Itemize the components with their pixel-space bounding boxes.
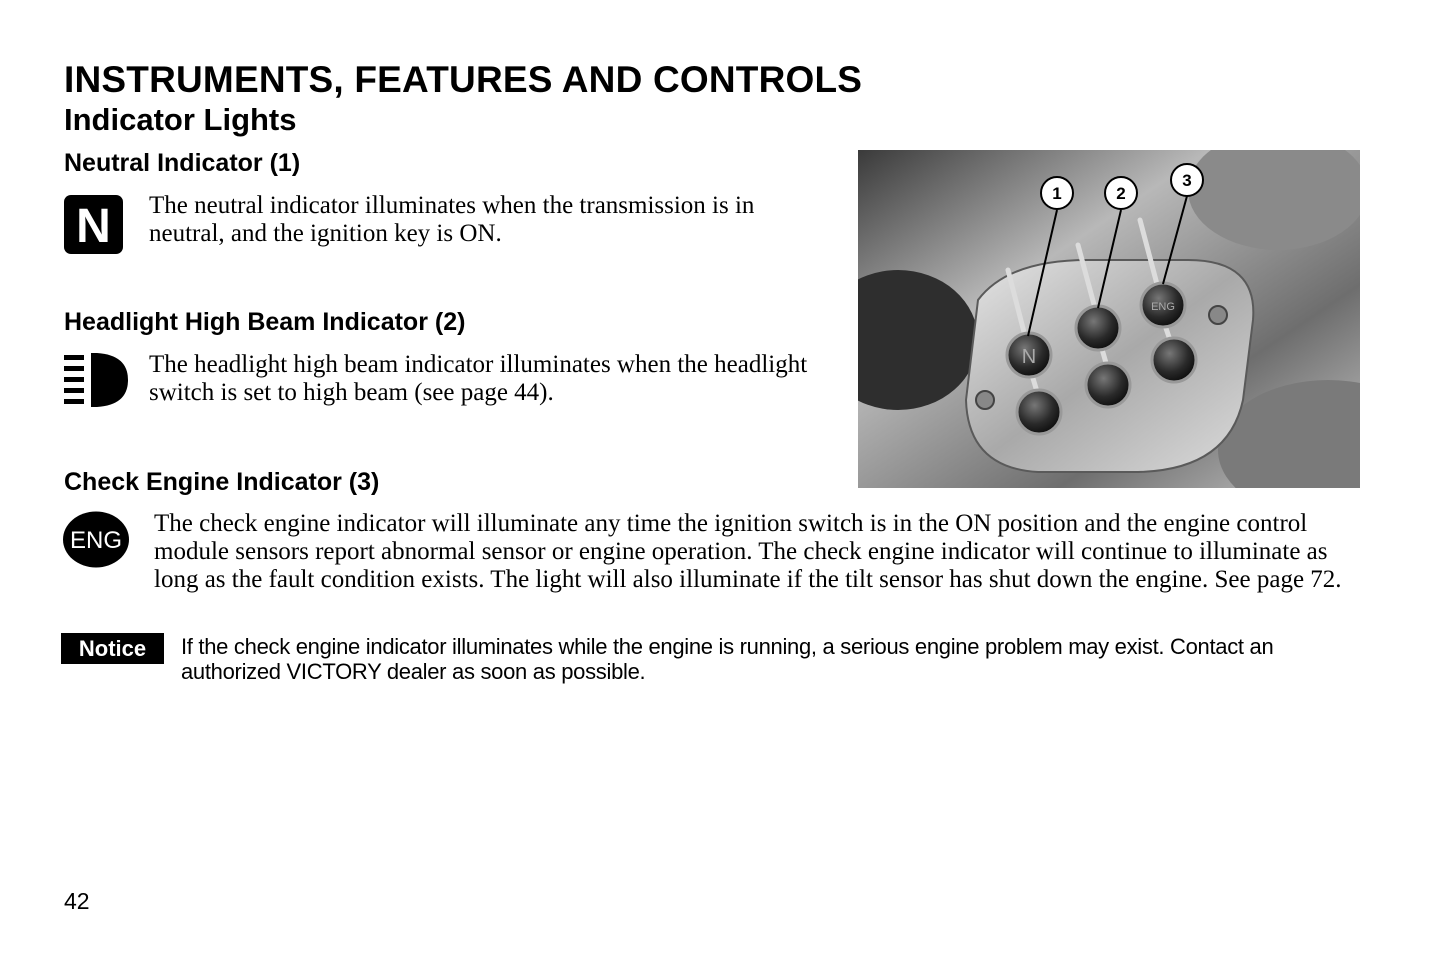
section-title: INSTRUMENTS, FEATURES AND CONTROLS	[64, 59, 863, 100]
check-engine-indicator-heading: Check Engine Indicator (3)	[64, 468, 380, 496]
callout-2: 2	[1116, 184, 1126, 203]
neutral-icon-letter: N	[76, 200, 111, 253]
neutral-indicator-heading: Neutral Indicator (1)	[64, 149, 301, 177]
check-engine-icon	[62, 511, 130, 568]
callout-3: 3	[1182, 171, 1192, 190]
notice-text: If the check engine indicator illuminates while the engine is running, a serious engine problem may exist. Contact an authorized VICTORY dealer as soon as possible.	[181, 634, 1274, 684]
check-engine-indicator-description: The check engine indicator will illuminate any time the ignition switch is in the ON position and the engine control module sensors report abnormal sensor or engine operation. The check engine indicator will continue to illuminate as long as the fault condition exists. The light will also illuminate if the tilt sensor has shut down the engine. See page 72.	[154, 510, 1342, 593]
high-beam-indicator-heading: Headlight High Beam Indicator (2)	[64, 308, 466, 336]
high-beam-indicator-description: The headlight high beam indicator illuminates when the headlight switch is set to high beam (see page 44).	[149, 351, 808, 406]
notice-badge: Notice	[61, 633, 164, 664]
subsection-title: Indicator Lights	[64, 102, 297, 137]
high-beam-icon	[64, 353, 130, 407]
photo-panel-label-n: N	[1021, 346, 1037, 368]
instrument-panel-photo	[858, 150, 1360, 488]
page-number: 42	[64, 888, 90, 914]
photo-panel-label-eng: ENG	[1151, 301, 1175, 313]
callout-1: 1	[1052, 184, 1062, 203]
check-engine-icon-text: ENG	[69, 527, 123, 554]
neutral-indicator-description: The neutral indicator illuminates when the transmission is in neutral, and the ignition key is ON.	[149, 192, 755, 247]
neutral-indicator-icon	[64, 195, 123, 254]
